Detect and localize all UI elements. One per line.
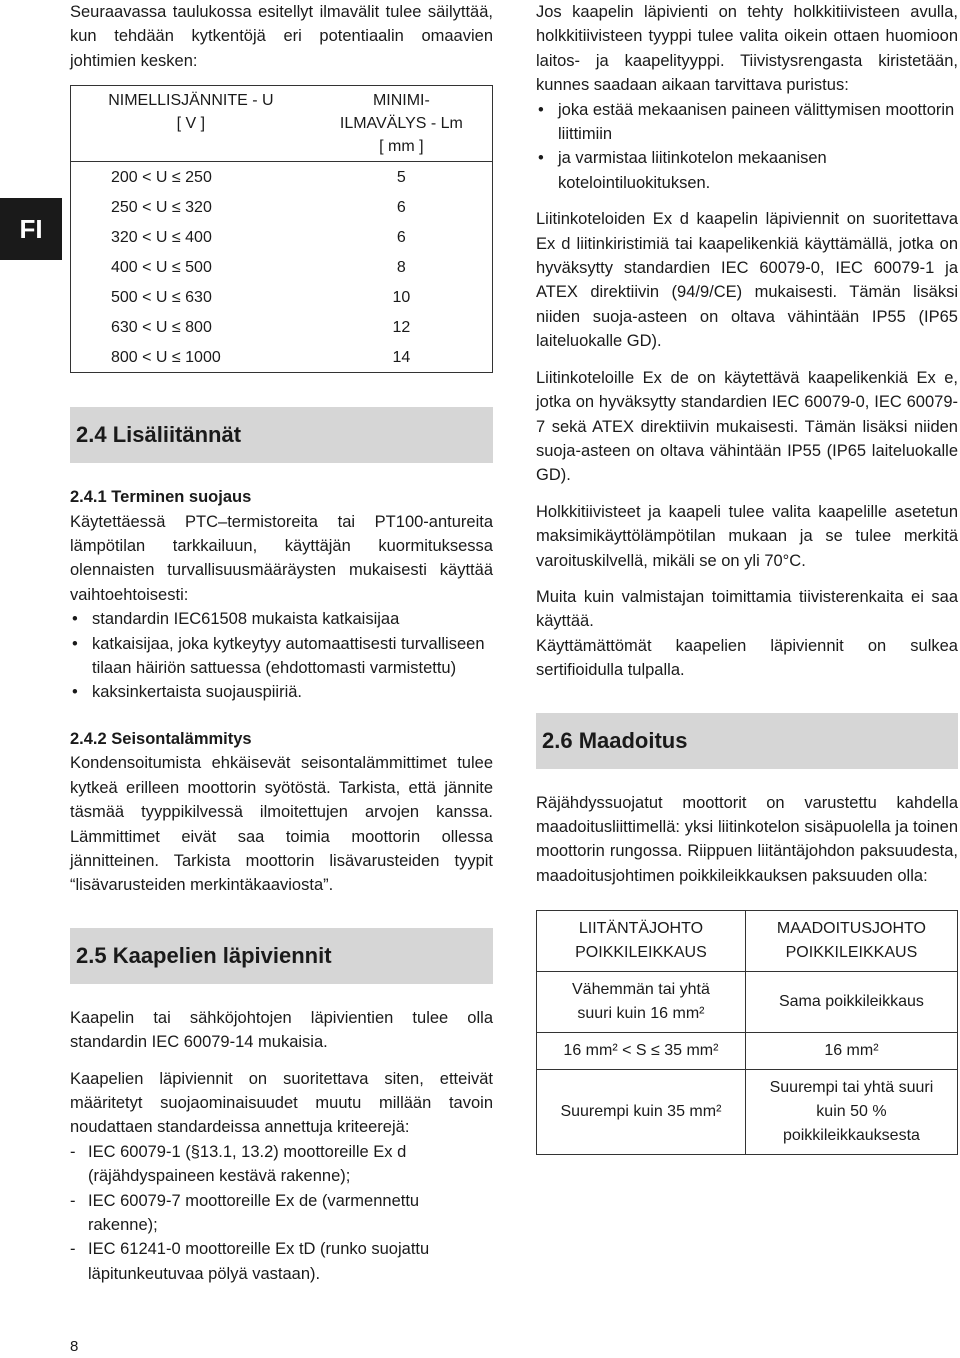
page-number: 8 <box>70 1338 79 1355</box>
list-item: • ja varmistaa liitinkotelon mekaanisen kotelointiluokituksen. <box>536 146 958 195</box>
table-row: Vähemmän tai yhtä suuri kuin 16 mm² Sama poikkileikkaus <box>537 972 958 1033</box>
paragraph-2-5-a: Kaapelin tai sähköjohtojen läpivientien tulee olla standardin IEC 60079-14 mukaisia. <box>70 1008 493 1052</box>
earthing-table <box>536 910 958 1155</box>
section-heading-2-6: 2.6 Maadoitus <box>536 713 958 769</box>
table-row: 200 < U ≤ 250 5 <box>111 168 406 186</box>
table-row: 630 < U ≤ 800 12 <box>111 318 411 336</box>
table-row: 400 < U ≤ 500 8 <box>111 258 406 276</box>
left-column <box>70 0 493 1286</box>
table-row: 16 mm² < S ≤ 35 mm² 16 mm² <box>537 1033 958 1070</box>
list-item: - IEC 60079-7 moottoreille Ex de (varmennettu rakenne); <box>70 1189 493 1238</box>
paragraph-2-4-1: Käytettäessä PTC–termistoreita tai PT100-antureita lämpötilan tarkkailuun, käyttäjän kuormituksessa olennaisten turvallisuusmääräysten mukaisesti käyttää vaihtoehtoisesti: <box>70 512 493 604</box>
paragraph-2-5-b: Kaapelien läpiviennit on suoritettava siten, etteivät määritetyt suojaominaisuudet muutu millään tavoin noudattaen standardeissa annettuja kriteerejä: <box>70 1069 493 1137</box>
list-item: • standardin IEC61508 mukaista katkaisijaa <box>70 607 493 631</box>
voltage-header: NIMELLISJÄNNITE - U [ V ] <box>71 86 311 162</box>
voltage-clearance-table <box>70 85 493 373</box>
right-column <box>536 0 958 1155</box>
paragraph-2-4-2: Kondensoitumista ehkäisevät seisontalämmittimet tulee kytkeä erilleen moottorin syötöstä. Tarkista, että jännite täsmää tyyppikilvessä ilmoitettujen arvojen kanssa. Lämmittimet eivät saa toimia moottorin ollessa jännitteinen. Tarkista moottorin lisävarusteiden tyypit “lisävarusteiden merkintäkaaviosta”. <box>70 754 493 895</box>
table-row: 250 < U ≤ 320 6 <box>111 198 406 216</box>
list-item: • katkaisijaa, joka kytkeytyy automaattisesti turvalliseen tilaan häiriön sattuessa (ehdottomasti varmistettu) <box>70 632 493 681</box>
earth-section-header: MAADOITUSJOHTO POIKKILEIKKAUS <box>745 911 957 972</box>
section-heading-2-5: 2.5 Kaapelien läpiviennit <box>70 928 493 984</box>
paragraph-ex-d: Liitinkoteloiden Ex d kaapelin läpiviennit on suoritettava Ex d liitinkiristimiä tai kaapelikenkiä käyttämällä, jotka on hyväksytty standardien IEC 60079-0, IEC 60079-1 ja ATEX direktiivin (94/9/CE) mukaisesti. Tämän lisäksi niiden suoja-asteen on oltava vähintään IP55 (IP65 laiteluokalle GD). <box>536 210 958 351</box>
list-item: - IEC 61241-0 moottoreille Ex tD (runko suojattu läpitunkeutuvaa pölyä vastaan). <box>70 1237 493 1286</box>
paragraph-gland: Jos kaapelin läpivienti on tehty holkkitiivisteen avulla, holkkitiivisteen tyyppi tulee valita oikein ottaen huomioon laitos- ja kaapelityyppi. Tiivistysrengasta kiristetään, kunnes saadaan aikaan tarvittava puristus: <box>536 3 958 95</box>
table-row: 320 < U ≤ 400 6 <box>111 228 406 246</box>
cable-section-header: LIITÄNTÄJOHTO POIKKILEIKKAUS <box>537 911 746 972</box>
bullet-list-gland <box>536 98 958 196</box>
paragraph-ex-de: Liitinkoteloille Ex de on käytettävä kaapelikenkiä Ex e, jotka on hyväksytty standardien IEC 60079-0, IEC 60079-7 sekä ATEX direktiivin mukaisesti. Tämän lisäksi niiden suoja-asteen on oltava vähintään IP55 (IP65 laiteluokalle GD). <box>536 368 958 485</box>
list-item: - IEC 60079-1 (§13.1, 13.2) moottoreille Ex d (räjähdyspaineen kestävä rakenne); <box>70 1140 493 1189</box>
dash-list-2-5 <box>70 1140 493 1286</box>
paragraph-seals: Muita kuin valmistajan toimittamia tiivisterenkaita ei saa käyttää. <box>536 587 958 631</box>
table-row: 500 < U ≤ 630 10 <box>111 288 411 306</box>
bullet-list-2-4-1 <box>70 607 493 705</box>
table-row: 800 < U ≤ 1000 14 <box>111 348 411 366</box>
language-tab: FI <box>0 198 62 260</box>
paragraph-temperature: Holkkitiivisteet ja kaapeli tulee valita kaapelille asetetun maksimikäyttölämpötilan mukaan ja se tulee merkitä varoituskilvellä, mikäli se on yli 70°C. <box>536 502 958 570</box>
subheading-2-4-2: 2.4.2 Seisontalämmitys <box>70 729 252 748</box>
clearance-header: MINIMI- ILMAVÄLYS - Lm [ mm ] <box>311 86 493 162</box>
list-item: • kaksinkertaista suojauspiiriä. <box>70 680 493 704</box>
paragraph-earthing: Räjähdyssuojatut moottorit on varustettu kahdella maadoitusliittimellä: yksi liitinkotelon sisäpuolella ja toinen moottorin rungossa. Riippuen liitäntäjohdon paksuudesta, maadoitusjohtimen poikkileikkauksen paksuuden olla: <box>536 793 958 885</box>
intro-paragraph: Seuraavassa taulukossa esitellyt ilmavälit tulee säilyttää, kun tehdään kytkentöjä eri potentiaalin omaavien johtimien kesken: <box>70 3 493 70</box>
table-row: Suurempi kuin 35 mm² Suurempi tai yhtä suuri kuin 50 % poikkileikkauksesta <box>537 1070 958 1155</box>
paragraph-plugs: Käyttämättömät kaapelien läpiviennit on sulkea sertifioidulla tulpalla. <box>536 636 958 680</box>
list-item: • joka estää mekaanisen paineen välittymisen moottorin liittimiin <box>536 98 958 147</box>
subheading-2-4-1: 2.4.1 Terminen suojaus <box>70 488 252 507</box>
section-heading-2-4: 2.4 Lisäliitännät <box>70 407 493 463</box>
